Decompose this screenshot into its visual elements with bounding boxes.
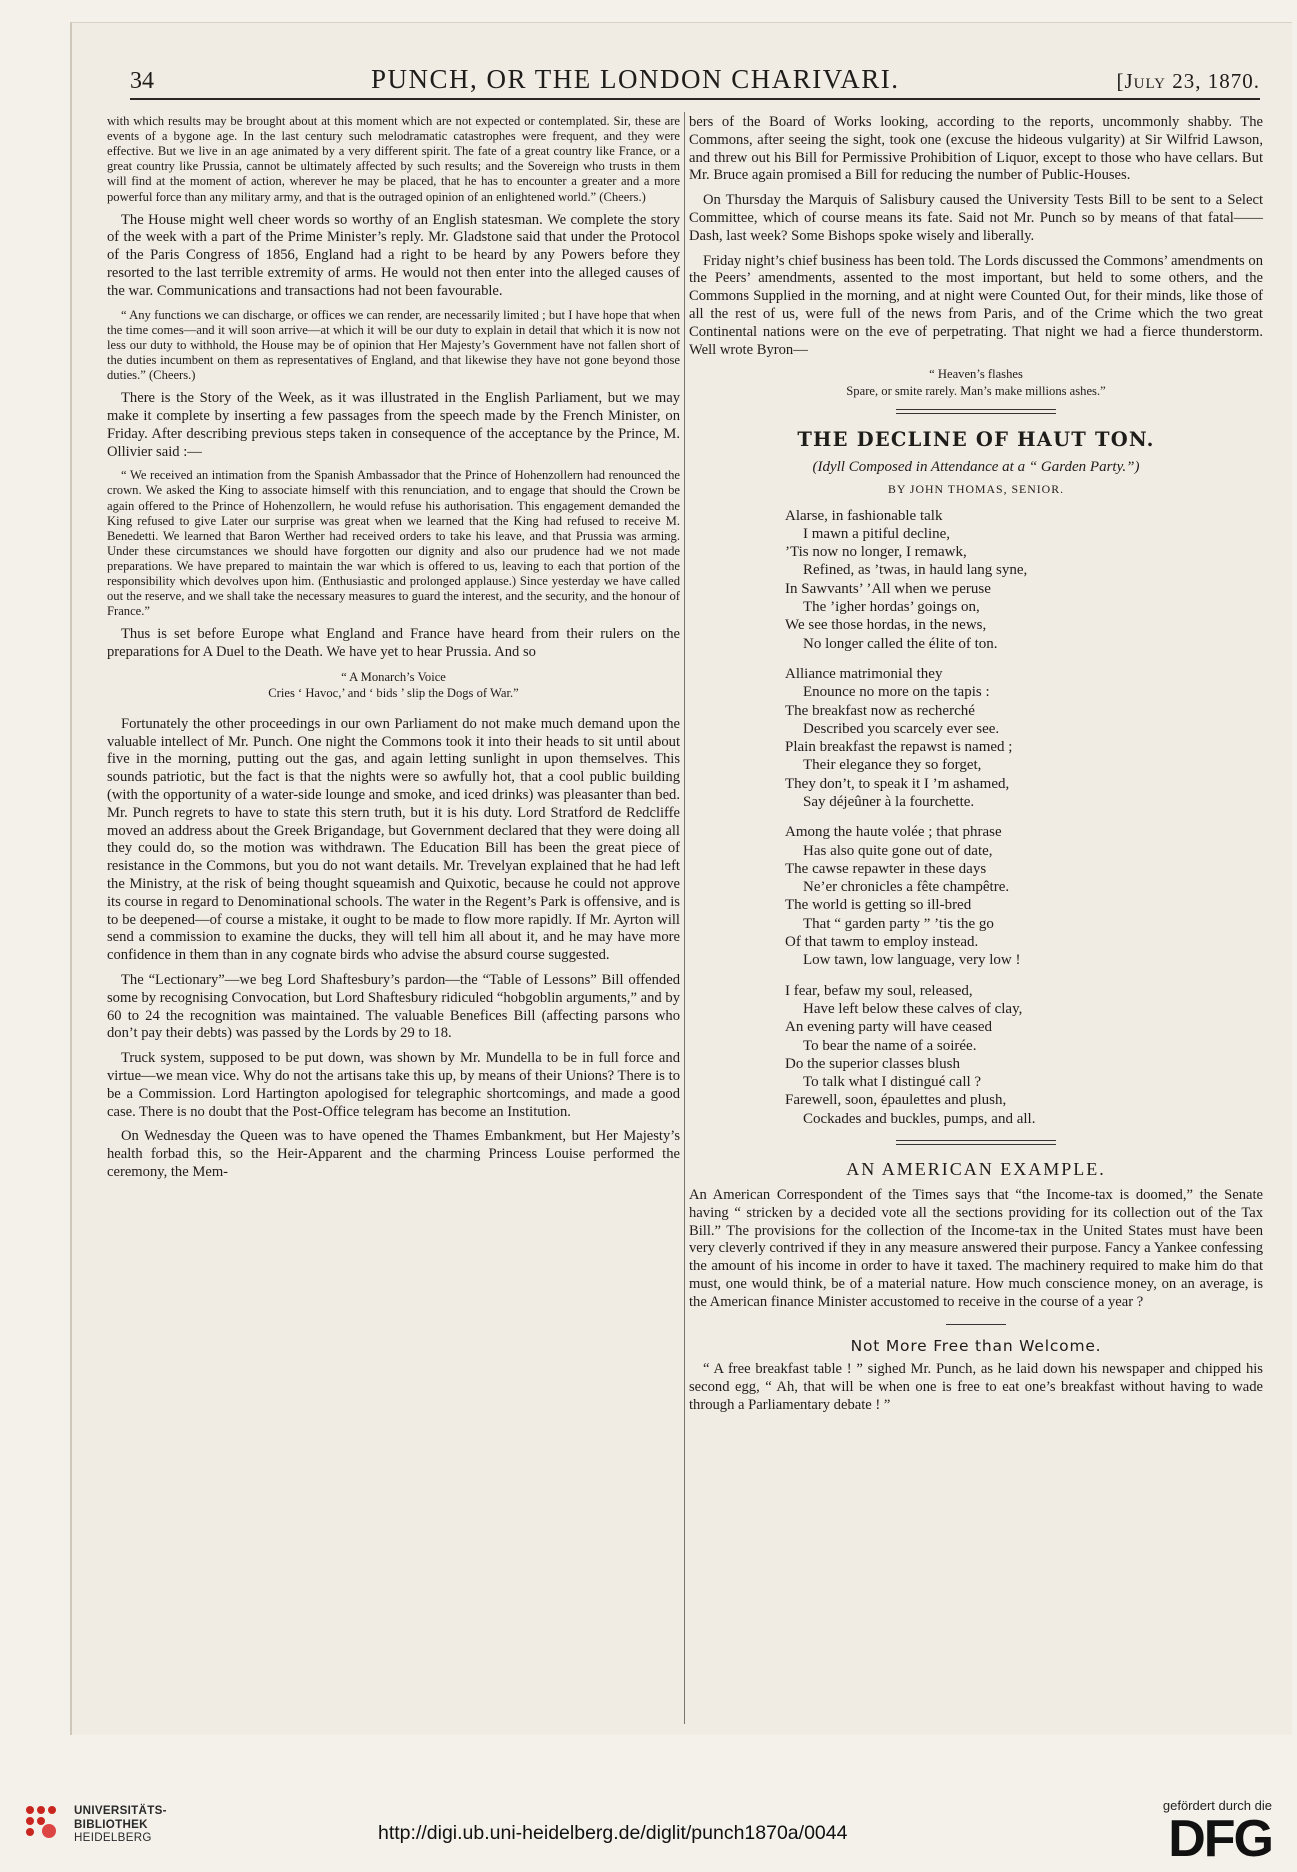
- poem-line: Have left below these calves of clay,: [803, 1000, 1023, 1017]
- poem-stanza: [785, 982, 1263, 1128]
- poem-line: Their elegance they so forget,: [803, 757, 982, 774]
- dots-logo-icon: [26, 1806, 64, 1844]
- poem-line: They don’t, to speak it I ’m ashamed,: [785, 775, 1010, 792]
- quote-line: Spare, or smite rarely. Man’s make millions ashes.”: [846, 383, 1106, 398]
- paragraph: with which results may be brought about at this moment which are not expected or contemplated. Sir, these are events of a bygone age. In the last century such melodramatic catastrophes were frequent, and they were effective. But we live in an age animated by a very different spirit. The fate of a great country like France, or a great country like Prussia, cannot be ultimately affected by such results; and the Sovereign who trusts in them will find at the moment of action, wherever he may be placed, that he has to encounter a greater and a more powerful force than any military army, and that is the outraged opinion of an enlightened world.” (Cheers.): [107, 114, 680, 204]
- paragraph: On Thursday the Marquis of Salisbury caused the University Tests Bill to be sent to a Select Committee, which of course means its fate. Said not Mr. Punch so by means of that fatal——Dash, last week? Some Bishops spoke wisely and liberally.: [689, 192, 1263, 244]
- footer-bar: [0, 1795, 1297, 1872]
- poem-line: Ne’er chronicles a fête champêtre.: [803, 879, 1010, 896]
- poem-line: The cawse repawter in these days: [785, 860, 987, 877]
- section-title: Not More Free than Welcome.: [850, 1336, 1102, 1355]
- section-rule: [896, 409, 1056, 414]
- page-number: 34: [130, 68, 154, 94]
- library-name: UNIVERSITÄTS- BIBLIOTHEK HEIDELBERG: [74, 1804, 167, 1845]
- poem-byline: BY JOHN THOMAS, SENIOR.: [887, 482, 1065, 497]
- section-rule: [896, 1140, 1056, 1145]
- page-header: [130, 64, 1260, 100]
- poem-line: Of that tawm to employ instead.: [785, 934, 979, 951]
- poem-line: I fear, befaw my soul, released,: [785, 982, 973, 999]
- poem-stanza: [785, 823, 1263, 969]
- poem-line: Do the superior classes blush: [785, 1055, 960, 1072]
- paragraph: Friday night’s chief business has been told. The Lords discussed the Commons’ amendments on the Peers’ amendments, assented to the most important, but held to some others, and the Commons Supplied in the morning, and at night were Counted Out, for their minds, like those of all the rest of us, were full of the news from Paris, and of the Crime which the two great Continental nations were on the eve of perpetrating. That night we had a fierce thunderstorm. Well wrote Byron—: [689, 252, 1263, 358]
- poem-line: Has also quite gone out of date,: [803, 842, 993, 859]
- quote-line: “ Heaven’s flashes: [929, 367, 1023, 382]
- poem-line: The ’igher hordas’ goings on,: [803, 599, 980, 616]
- right-column: [689, 114, 1263, 1422]
- poem-line: Cockades and buckles, pumps, and all.: [803, 1110, 1036, 1127]
- paragraph: There is the Story of the Week, as it was illustrated in the English Parliament, but we may make it complete by inserting a few passages from the speech made by the French Minister, on Friday. After describing previous steps taken in consequence of the acceptance by the Prince, M. Ollivier said :—: [107, 390, 680, 460]
- verse-quote: [107, 669, 680, 702]
- poem-subtitle: (Idyll Composed in Attendance at a “ Garden Party.”): [812, 458, 1140, 475]
- poem-line: I mawn a pitiful decline,: [803, 525, 951, 542]
- dfg-logo[interactable]: [1140, 1798, 1272, 1868]
- poem-line: Low tawn, low language, very low !: [803, 952, 1021, 969]
- poem-line: We see those hordas, in the news,: [785, 617, 987, 634]
- library-logo[interactable]: [26, 1804, 167, 1845]
- left-column: [107, 114, 680, 1189]
- poem-stanza: [785, 665, 1263, 811]
- poem-line: Farewell, soon, épaulettes and plush,: [785, 1092, 1007, 1109]
- column-divider: [684, 112, 685, 1724]
- paragraph: The House might well cheer words so worthy of an English statesman. We complete the story of the week with a part of the Prime Minister’s reply. Mr. Gladstone said that under the Protocol of the Paris Congress of 1856, England had a right to be heard by any Powers before they resorted to the last terrible extremity of arms. He would not then enter into the alleged causes of the war. Communications and transactions had not been favourable.: [107, 211, 680, 299]
- page-title: PUNCH, OR THE LONDON CHARIVARI.: [370, 64, 900, 94]
- paragraph: “ A free breakfast table ! ” sighed Mr. Punch, as he laid down his newspaper and chipped his second egg, “ Ah, that will be when one is free to eat one’s breakfast without having to wade through a Parliamentary debate ! ”: [689, 1361, 1263, 1414]
- quoted-speech: “ Any functions we can discharge, or offices we can render, are necessarily limited ; but I have hope that when the time comes—and it will soon arrive—at which it will be our duty to explain in detail that which it is now not less our duty to withhold, the House may be of opinion that Her Majesty’s Government have not fallen short of the duties incumbent on them as representatives of England, and that likewise they have not gone beyond those duties.” (Cheers.): [107, 307, 680, 383]
- poem-line: Alliance matrimonial they: [785, 665, 943, 682]
- poem-title: THE DECLINE OF HAUT TON.: [797, 428, 1155, 452]
- poem-line: Enounce no more on the tapis :: [803, 684, 990, 701]
- poem-line: In Sawvants’ ’All when we peruse: [785, 580, 991, 597]
- issue-date: [July 23, 1870.: [1116, 69, 1260, 93]
- poem-stanza: [785, 507, 1263, 653]
- paragraph: Fortunately the other proceedings in our own Parliament do not make much demand upon the valuable intellect of Mr. Punch. One night the Commons took it into their heads to sit until about five in the morning, putting out the gas, and again letting sunlight in upon themselves. This sounds patriotic, but the fact is that the nights were so awfully hot, that a cool public building (with the opportunity of a water-side lounge and smoke, and iced drinks) was pleasanter than bed. Mr. Punch regrets to have to state this stern truth, but it is his duty. Lord Stratford de Redcliffe moved an address about the Greek Brigandage, but Government declared that they were doing all they could do, so the motion was withdrawn. The Education Bill has been the great piece of resistance in the Commons, but you do not want details. Mr. Trevelyan explained that he had left the Ministry, at the risk of being thought squeamish and Quixotic, because he could not approve its course in regard to Denominational schools. The water in the Regent’s Park is offensive, and is to be deepened—of course a mistake, it ought to be made to flow more rapidly. If Mr. Ayrton will send a commission to examine the ducks, they will tell him all about it, and he may have more confidence in them than in any cognate birds who advise the absurd course suggested.: [107, 715, 680, 964]
- poem-line: An evening party will have ceased: [785, 1019, 993, 1036]
- quoted-speech: “ We received an intimation from the Spanish Ambassador that the Prince of Hohenzollern had renounced the crown. We asked the King to associate himself with this renunciation, and to engage that should the Crown be again offered to the Prince of Hohenzollern, he would refuse his authorisation. This engagement demanded the King refused to give Later our surprise was great when we learned that the King had refused to receive M. Benedetti. We learned that Baron Werther had received orders to take his leave, and that Prussia was arming. Under these circumstances we should have forgotten our dignity and also our prudence had we not made preparations. We have prepared to maintain the war which is offered to us, leaving to each that portion of the responsibility which devolves upon him. (Enthusiastic and prolonged applause.) Since yesterday we have called out the reserve, and we shall take the necessary measures to guard the interest, and the security, and the honour of France.”: [107, 468, 680, 619]
- paragraph: Thus is set before Europe what England and France have heard from their rulers on the preparations for A Duel to the Death. We have yet to hear Prussia. And so: [107, 626, 680, 661]
- paragraph: On Wednesday the Queen was to have opened the Thames Embankment, but Her Majesty’s health forbad this, so the Heir-Apparent and the charming Princess Louise performed the ceremony, the Mem-: [107, 1128, 680, 1180]
- permalink-url[interactable]: http://digi.ub.uni-heidelberg.de/diglit/punch1870a/0044: [378, 1822, 848, 1844]
- poem-line: That “ garden party ” ’tis the go: [803, 915, 994, 932]
- section-title: AN AMERICAN EXAMPLE.: [846, 1159, 1106, 1180]
- poem-line: Plain breakfast the repawst is named ;: [785, 739, 1013, 756]
- poem-line: ’Tis now no longer, I remawk,: [785, 544, 967, 561]
- section-rule: [946, 1324, 1006, 1325]
- poem-line: To bear the name of a soirée.: [803, 1037, 977, 1054]
- poem-line: The breakfast now as recherché: [785, 702, 975, 719]
- quote-line: Cries ‘ Havoc,’ and ‘ bids ’ slip the Dogs of War.”: [268, 686, 519, 701]
- dfg-mark: DFG: [1168, 1810, 1272, 1868]
- paragraph: bers of the Board of Works looking, according to the reports, uncommonly shabby. The Commons, after seeing the sight, took one (excuse the hideous vulgarity) at Sir Wilfrid Lawson, and threw out his Bill for Permissive Prohibition of Liquor, except to those who have cellars. But Mr. Bruce again promised a Bill for reducing the number of Public-Houses.: [689, 114, 1263, 184]
- poem-line: To talk what I distingué call ?: [803, 1074, 982, 1091]
- poem-line: No longer called the élite of ton.: [803, 635, 998, 652]
- poem-line: Alarse, in fashionable talk: [785, 507, 943, 524]
- paragraph: The “Lectionary”—we beg Lord Shaftesbury’s pardon—the “Table of Lessons” Bill offended some by recognising Convocation, but Lord Shaftesbury ridiculed “hobgoblin arguments,” and by 60 to 24 the recognition was maintained. The valuable Benefices Bill (affecting parsons who don’t pay their debts) was passed by the Lords by 29 to 18.: [107, 971, 680, 1042]
- verse-quote: [689, 366, 1263, 399]
- paragraph: An American Correspondent of the Times says that “the Income-tax is doomed,” the Senate having “ stricken by a decided vote all the sections providing for its collection out of the Tax Bill.” The provisions for the collection of the Income-tax in the United States must have been very cleverly contrived if they in any measure answered their purpose. Fancy a Yankee confessing the amount of his income in order to have it taxed. The machinery required to make him do that must, one would think, be of a material nature. How much conscience money, on an average, is the American finance Minister accustomed to receive in the course of a year ?: [689, 1187, 1263, 1310]
- funded-by-label: gefördert durch die: [1162, 1798, 1272, 1813]
- poem-line: Say déjeûner à la fourchette.: [803, 794, 975, 810]
- quote-line: “ A Monarch’s Voice: [341, 670, 446, 685]
- paragraph: Truck system, supposed to be put down, was shown by Mr. Mundella to be in full force and virtue—we mean vice. Why do not the artisans take this up, by means of their Unions? There is to be a Commission. Lord Hartington apologised for telegraphic shortcomings, and made a good case. There is no doubt that the Post-Office telegram has become an Institution.: [107, 1050, 680, 1120]
- poem-line: Among the haute volée ; that phrase: [785, 824, 1002, 841]
- poem-line: Described you scarcely ever see.: [803, 720, 1000, 737]
- poem-line: Refined, as ’twas, in hauld lang syne,: [803, 562, 1028, 579]
- poem-line: The world is getting so ill-bred: [785, 897, 972, 914]
